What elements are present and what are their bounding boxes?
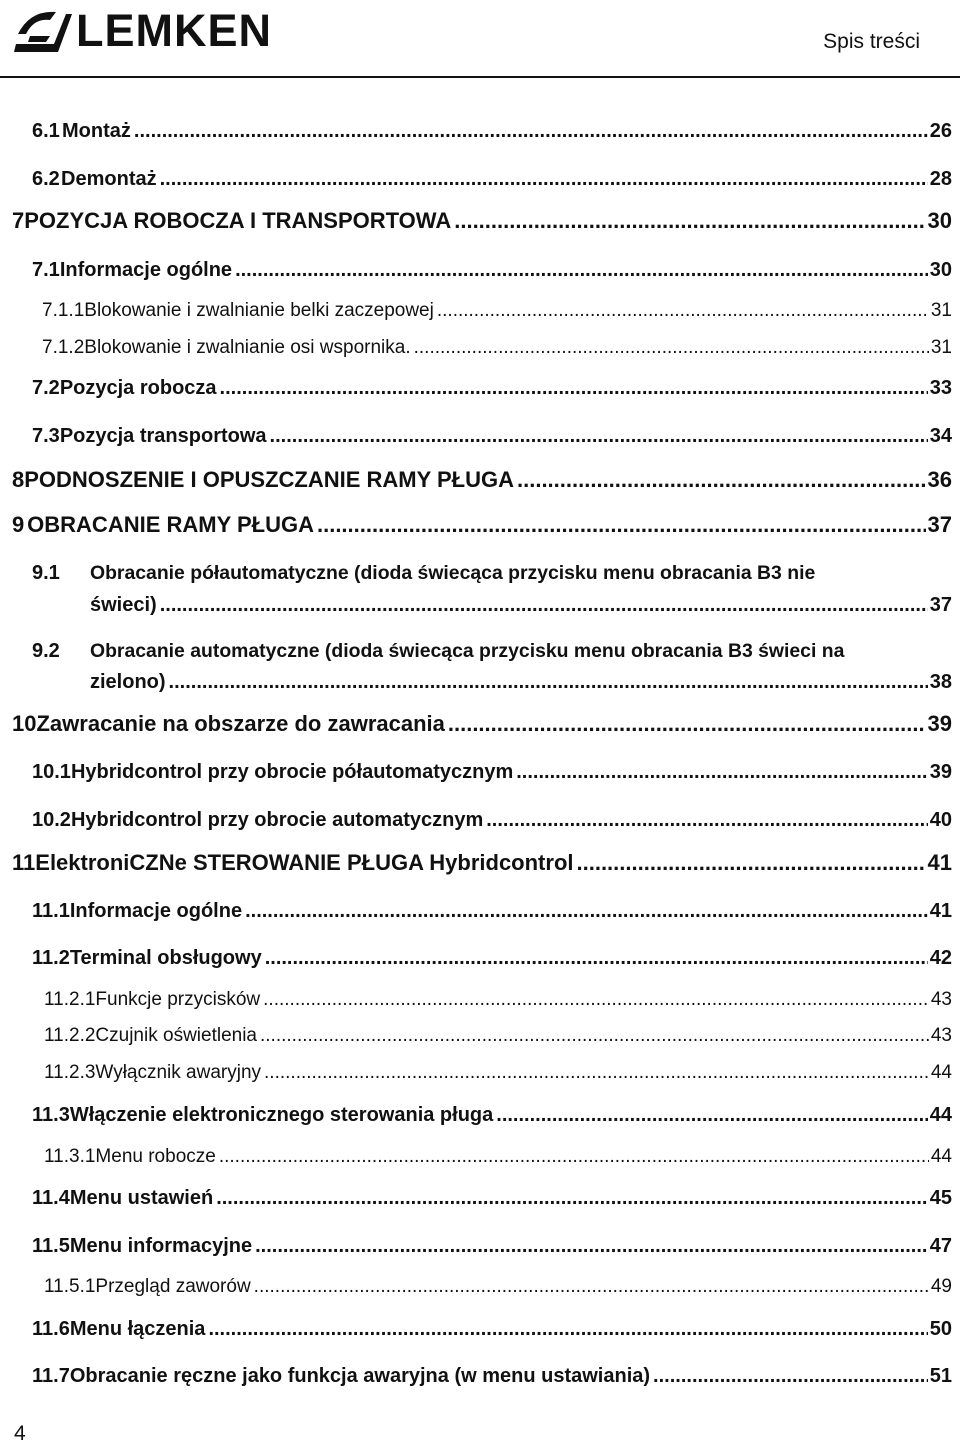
toc-leader-dots — [245, 900, 928, 923]
toc-entry-page: 37 — [927, 512, 952, 537]
toc-entry[interactable] — [32, 259, 952, 282]
toc-entry-page: 36 — [927, 467, 952, 492]
toc-entry-number: 10.1 — [32, 761, 71, 783]
toc-leader-dots — [169, 671, 928, 694]
toc-leader-dots — [517, 467, 926, 493]
page-number: 4 — [14, 1422, 26, 1445]
toc-entry-number: 7.1 — [32, 259, 60, 281]
toc-entry[interactable] — [32, 1318, 952, 1341]
toc-entry[interactable] — [32, 761, 952, 784]
toc-entry-page: 37 — [929, 594, 952, 616]
toc-leader-dots — [270, 425, 928, 448]
toc-entry-title: Informacje ogólne — [59, 259, 233, 281]
toc-entry-page: 31 — [930, 300, 952, 321]
toc-leader-dots — [160, 168, 928, 191]
toc-entry-page: 38 — [929, 671, 952, 693]
lemken-logo — [10, 4, 295, 58]
toc-entry-page: 44 — [930, 1062, 952, 1083]
toc-entry-title: Terminal obsługowy — [69, 947, 262, 969]
toc-entry-page: 31 — [930, 337, 952, 358]
toc-leader-dots — [448, 711, 926, 737]
toc-entry-number: 7.3 — [32, 425, 60, 447]
toc-entry-number: 11 — [12, 850, 36, 875]
toc-entry-title: Zawracanie na obszarze do zawracania — [36, 711, 445, 736]
toc-entry-number: 7.1.2 — [42, 337, 85, 358]
toc-entry[interactable] — [44, 1062, 952, 1084]
toc-entry[interactable] — [32, 809, 952, 832]
toc-entry-page: 43 — [930, 989, 952, 1010]
toc-leader-dots — [486, 809, 928, 832]
toc-entry[interactable] — [12, 467, 952, 493]
toc-entry[interactable] — [32, 377, 952, 400]
toc-entry-number: 7.1.1 — [42, 300, 85, 321]
toc-entry-title: Hybridcontrol przy obrocie półautomatycznym — [70, 761, 514, 783]
toc-leader-dots — [264, 1062, 929, 1084]
toc-entry-title: Włączenie elektronicznego sterowania pługa — [69, 1104, 494, 1126]
toc-entry-number: 10.2 — [32, 809, 71, 831]
toc-entry-page: 47 — [929, 1235, 952, 1257]
toc-leader-dots — [254, 1276, 929, 1298]
toc-leader-dots — [437, 300, 929, 322]
toc-entry-title: Wyłącznik awaryjny — [95, 1062, 262, 1083]
toc-leader-dots — [260, 1025, 929, 1047]
toc-entry-title: Przegląd zaworów — [95, 1276, 251, 1297]
toc-entry[interactable] — [32, 947, 952, 970]
toc-leader-dots — [134, 120, 928, 143]
toc-entry-title-line1: Obracanie automatyczne (dioda świecąca przycisku menu obracania B3 świeci na — [90, 640, 845, 662]
toc-entry-title: Obracanie ręczne jako funkcja awaryjna (w menu ustawiania) — [69, 1365, 651, 1387]
toc-leader-dots — [454, 208, 925, 234]
toc-leader-dots — [496, 1104, 927, 1127]
toc-leader-dots — [317, 512, 926, 538]
toc-entry-number: 11.6 — [32, 1318, 70, 1340]
toc-entry-title: Informacje ogólne — [69, 900, 243, 922]
toc-entry[interactable] — [44, 989, 952, 1011]
toc-leader-dots — [414, 337, 929, 359]
toc-entry-page: 40 — [929, 809, 952, 831]
toc-entry-number: 11.5 — [32, 1235, 70, 1257]
toc-entry-title: Menu informacyjne — [69, 1235, 253, 1257]
toc-entry-title: Funkcje przycisków — [95, 989, 261, 1010]
toc-entry[interactable] — [44, 1276, 952, 1298]
toc-entry-title: Pozycja robocza — [59, 377, 217, 399]
toc-entry[interactable] — [32, 1365, 952, 1388]
logo-wordmark: LEMKEN — [76, 5, 272, 56]
toc-entry-number: 7.2 — [32, 377, 60, 399]
toc-entry-number: 11.7 — [32, 1365, 70, 1387]
section-title: Spis treści — [823, 30, 920, 53]
toc-entry-page: 28 — [929, 168, 952, 190]
toc-entry[interactable] — [32, 425, 952, 448]
toc-entry-number: 11.2 — [32, 947, 70, 969]
toc-entry-title: Czujnik oświetlenia — [95, 1025, 257, 1046]
toc-entry-page: 45 — [929, 1187, 952, 1209]
toc-entry-page: 26 — [929, 120, 952, 142]
toc-leader-dots — [208, 1318, 927, 1341]
toc-entry-number: 11.2.3 — [44, 1062, 96, 1083]
toc-entry-page: 30 — [929, 259, 952, 281]
page-header — [0, 0, 960, 80]
toc-entry-number: 11.5.1 — [44, 1276, 96, 1297]
toc-entry-page: 44 — [930, 1146, 952, 1167]
toc-leader-dots — [219, 1146, 929, 1168]
toc-entry-number: 11.3.1 — [44, 1146, 96, 1167]
header-divider — [0, 76, 960, 78]
toc-entry[interactable] — [44, 1025, 952, 1047]
toc-entry[interactable] — [12, 711, 952, 737]
toc-entry-page: 49 — [930, 1276, 952, 1297]
toc-leader-dots — [263, 989, 929, 1011]
toc-entry-page: 51 — [929, 1365, 952, 1387]
toc-entry-title: ElektroniCZNe STEROWANIE PŁUGA Hybridcontrol — [35, 850, 574, 875]
toc-entry-page: 41 — [927, 850, 952, 875]
lemken-emblem-icon — [10, 4, 72, 58]
toc-entry[interactable] — [44, 1146, 952, 1168]
toc-entry-title: POZYCJA ROBOCZA I TRANSPORTOWA — [24, 208, 452, 233]
toc-entry[interactable] — [32, 1235, 952, 1258]
toc-entry[interactable] — [32, 900, 952, 923]
toc-leader-dots — [516, 761, 928, 784]
toc-entry-number: 11.3 — [32, 1104, 70, 1126]
toc-entry-page: 41 — [929, 900, 952, 922]
toc-entry[interactable] — [12, 512, 952, 538]
toc-entry-number: 11.4 — [32, 1187, 70, 1209]
toc-entry-number: 9.1 — [32, 562, 60, 584]
toc-entry-title: Pozycja transportowa — [59, 425, 267, 447]
toc-entry-page: 34 — [929, 425, 952, 447]
toc-leader-dots — [255, 1235, 928, 1258]
toc-entry[interactable] — [32, 168, 952, 191]
toc-entry-number: 11.1 — [32, 900, 70, 922]
toc-entry-title-line1: Obracanie półautomatyczne (dioda świecąca przycisku menu obracania B3 nie — [90, 562, 816, 584]
toc-entry[interactable] — [32, 1187, 952, 1210]
toc-entry[interactable] — [32, 1104, 952, 1127]
toc-entry[interactable] — [42, 337, 952, 359]
toc-entry-number: 10 — [12, 711, 37, 736]
toc-entry-number: 7 — [12, 208, 25, 233]
toc-entry-title: zielono) — [90, 671, 166, 693]
toc-entry-page: 42 — [929, 947, 952, 969]
toc-entry[interactable] — [12, 850, 952, 876]
toc-entry-title: Blokowanie i zwalnianie belki zaczepowej — [84, 300, 434, 321]
toc-leader-dots — [160, 594, 928, 617]
toc-leader-dots — [265, 947, 928, 970]
toc-entry-page: 43 — [930, 1025, 952, 1046]
toc-entry[interactable] — [12, 208, 952, 234]
toc-entry-number: 11.2.2 — [44, 1025, 96, 1046]
toc-leader-dots — [653, 1365, 928, 1388]
toc-entry-title: świeci) — [90, 594, 157, 616]
toc-entry-number: 11.2.1 — [44, 989, 96, 1010]
toc-entry-page: 39 — [927, 711, 952, 736]
toc-entry-page: 39 — [929, 761, 952, 783]
toc-entry-number: 6.1 — [32, 120, 60, 142]
toc-entry-page: 44 — [929, 1104, 952, 1126]
toc-entry-page: 30 — [927, 208, 952, 233]
toc-entry-title: Montaż — [62, 120, 131, 142]
toc-entry-number: 9.2 — [32, 640, 60, 662]
toc-entry-page: 33 — [929, 377, 952, 399]
toc-entry-title: Blokowanie i zwalnianie osi wspornika. — [84, 337, 411, 358]
toc-entry-number: 8 — [12, 467, 25, 492]
toc-entry-number: 9 — [12, 512, 25, 537]
toc-entry-title: OBRACANIE RAMY PŁUGA — [27, 512, 314, 537]
toc-entry-title: Menu ustawień — [69, 1187, 214, 1209]
toc-entry[interactable] — [42, 300, 952, 322]
toc-entry-title: Menu łączenia — [69, 1318, 206, 1340]
toc-entry-number: 6.2 — [32, 168, 60, 190]
toc-entry-title: Menu robocze — [95, 1146, 216, 1167]
toc-entry-title: Demontaż — [61, 168, 157, 190]
toc-leader-dots — [216, 1187, 928, 1210]
toc-entry[interactable] — [32, 120, 952, 143]
toc-leader-dots — [220, 377, 928, 400]
toc-entry-title: PODNOSZENIE I OPUSZCZANIE RAMY PŁUGA — [24, 467, 514, 492]
toc-leader-dots — [577, 850, 926, 876]
toc-leader-dots — [235, 259, 928, 282]
toc-entry-page: 50 — [929, 1318, 952, 1340]
toc-entry-title: Hybridcontrol przy obrocie automatycznym — [70, 809, 484, 831]
